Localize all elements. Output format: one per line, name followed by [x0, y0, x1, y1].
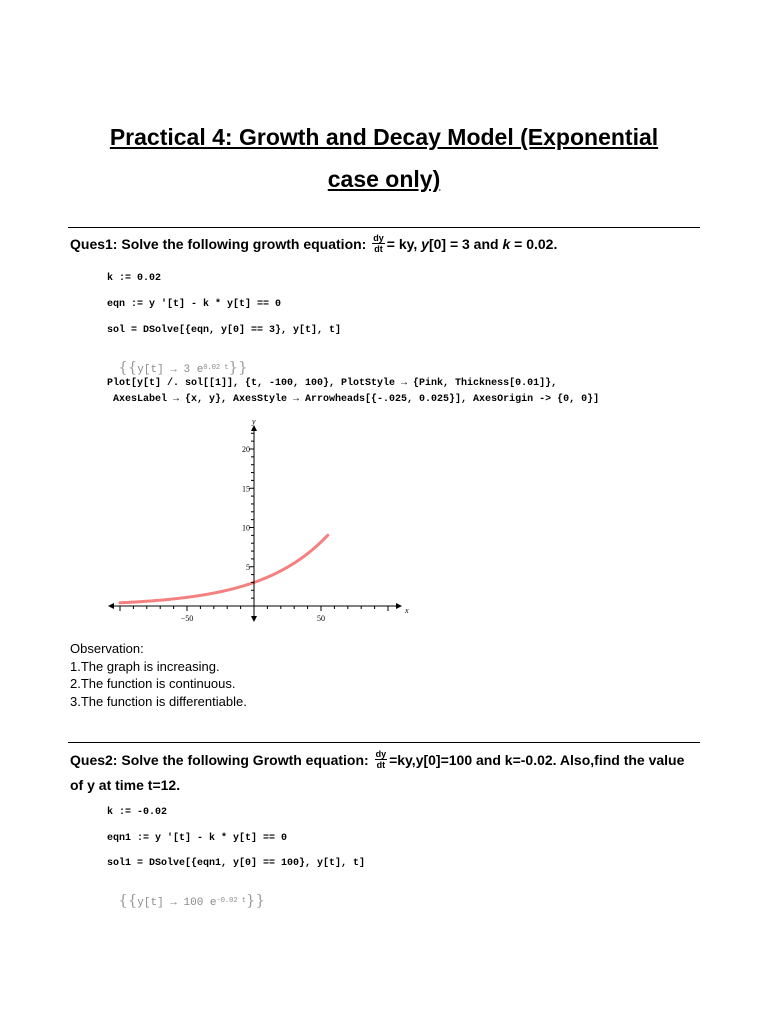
question-2-prefix: Ques2: Solve the following Growth equation: [70, 752, 369, 768]
x-tick-label: 50 [317, 614, 325, 623]
observation-heading: Observation: [70, 641, 144, 656]
x-axis-arrowhead [108, 603, 114, 609]
code-plot-line2: AxesLabel → {x, y}, AxesStyle → Arrowheads[{-.025, 0.025}], AxesOrigin -> {0, 0}] [107, 394, 600, 405]
question-1: Ques1: Solve the following growth equation: $\frac{dy}{dt}$ = ky, y[0] = 3 and k = 0.02. [70, 232, 558, 254]
observation-item: 2.The function is continuous. [70, 676, 236, 691]
dsolve-output: {{y[t] → 3 $e^{0.02 t}$}} [118, 358, 248, 376]
derivative-fraction: $\frac{dy}{dt}$ [373, 232, 384, 254]
code-dsolve-2: sol1 = DSolve[{eqn1, y[0] == 100}, y[t], t] [107, 858, 366, 869]
x-axis-arrowhead [396, 603, 402, 609]
question-2-line2: of y at time t=12. [70, 777, 181, 793]
observation-item: 3.The function is differentiable. [70, 693, 247, 709]
code-eqn1: eqn1 := y '[t] - k * y[t] == 0 [107, 833, 288, 844]
code-dsolve: sol = DSolve[{eqn, y[0] == 3}, y[t], t] [107, 325, 342, 336]
question-2: Ques2: Solve the following Growth equation: $\frac{dy}{dt}$ =ky,y[0]=100 and k=-0.02. Also,find the value of y at time t=12. [70, 748, 685, 793]
question-1-prefix: Ques1: Solve the following growth equation: [70, 236, 367, 252]
code-eqn: eqn := y '[t] - k * y[t] == 0 [107, 299, 282, 310]
code-plot-line1: Plot[y[t] /. sol[[1]], {t, -100, 100}, PlotStyle → {Pink, Thickness[0.01]}, [107, 378, 558, 389]
y-tick-label: 20 [242, 445, 250, 454]
observation-item: 1.The graph is increasing. [70, 658, 220, 674]
y-axis-arrowhead [251, 616, 257, 622]
x-tick-label: −50 [180, 614, 194, 623]
y-tick-label: 15 [242, 484, 250, 494]
y-tick-label: 5 [246, 562, 250, 572]
code-k-assign-2: k := -0.02 [107, 807, 168, 818]
dsolve-output-2: {{y[t] → 100 $e^{-0.02 t}$}} [118, 891, 266, 909]
observation-block [70, 640, 247, 710]
divider-q2 [68, 742, 700, 743]
y-tick-label: 10 [242, 523, 250, 533]
page-title-line1: Practical 4: Growth and Decay Model (Exponential [109, 124, 659, 150]
y-axis-label: y [252, 417, 256, 426]
x-axis-label: x [405, 606, 409, 615]
growth-curve [120, 535, 328, 603]
page-title-line2: case only) [327, 166, 441, 192]
code-k-assign: k := 0.02 [107, 273, 162, 284]
derivative-fraction: $\frac{dy}{dt}$ [375, 748, 387, 770]
